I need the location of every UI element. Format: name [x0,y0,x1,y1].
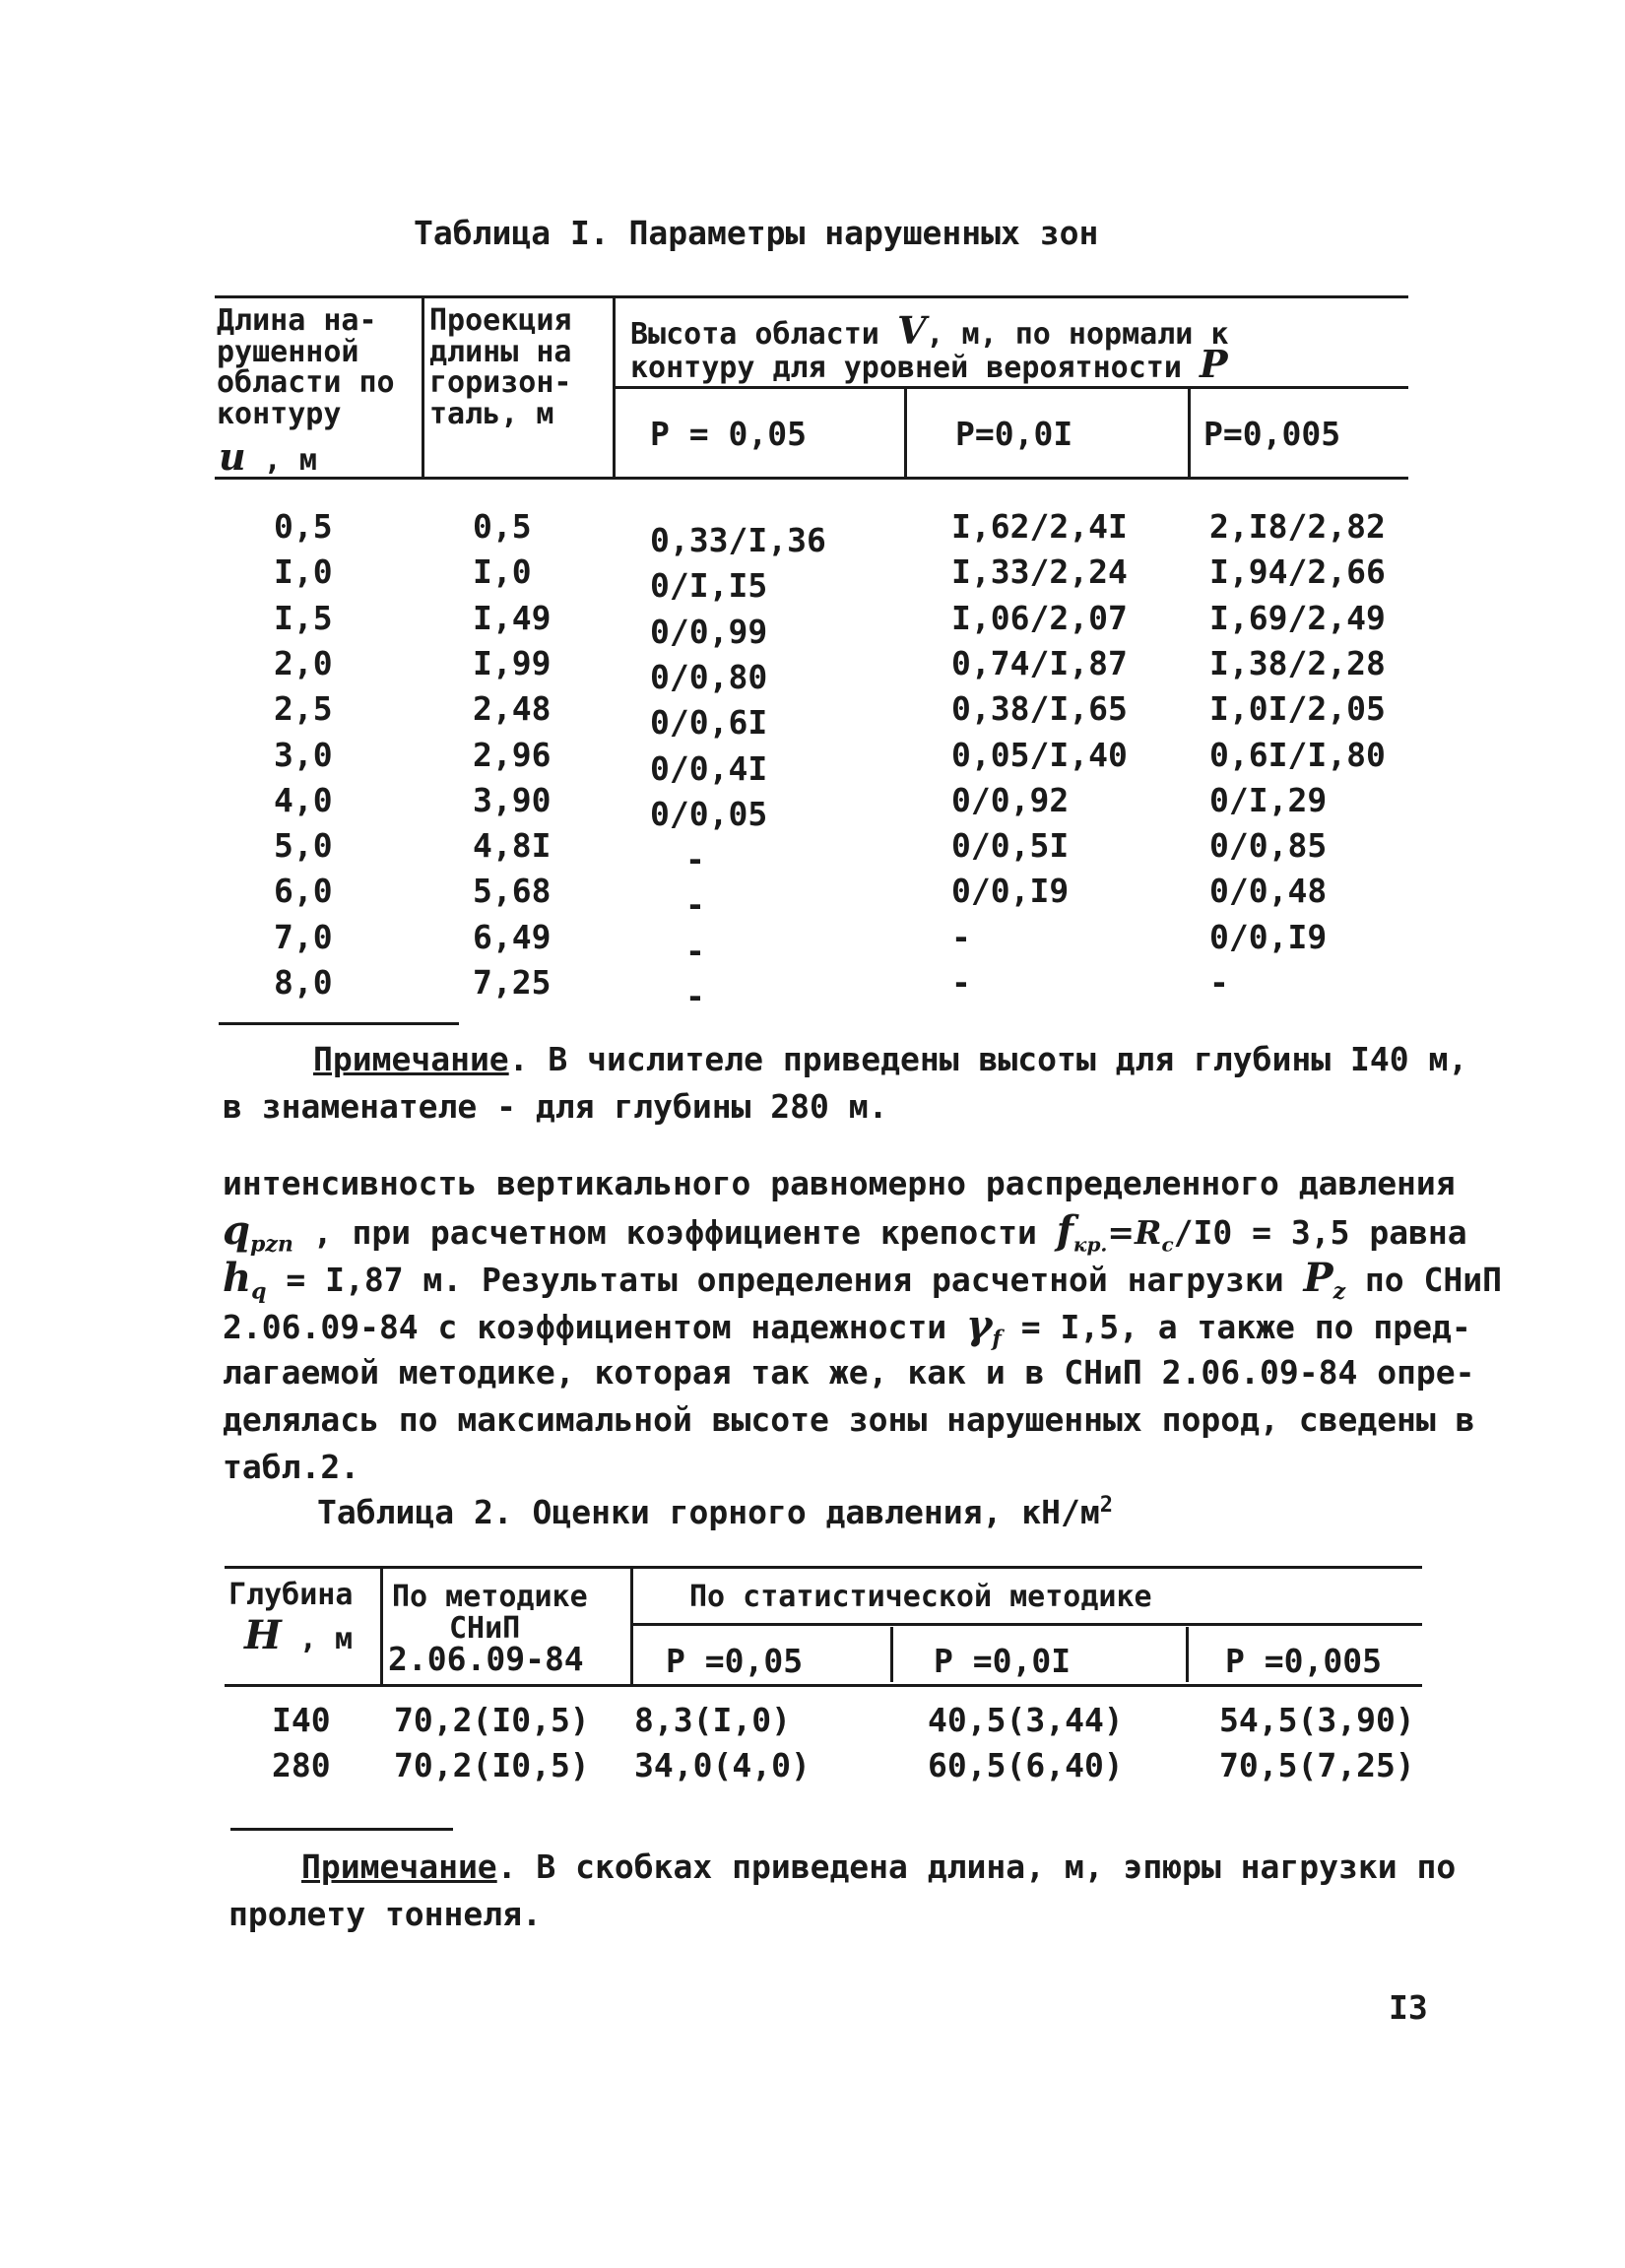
body-line-5: лагаемой методике, которая так же, как и в СНиП 2.06.09-84 опре- [223,1353,1475,1392]
table2-header-p2: P =0,0I [934,1642,1072,1680]
table1-cell: 0,6I/I,80 [1209,736,1386,774]
table1-cell: I,69/2,49 [1209,599,1386,637]
table1-col-divider-4 [1188,388,1191,477]
table1-header-bottom-rule [215,477,1408,480]
table1-cell: 0/0,I9 [1209,918,1328,956]
table1-header-length: Длина на-рушенной области по контуру [217,303,395,431]
symbol-q-sub: pzn [249,1231,293,1258]
table2-header-snip-2: СНиП [449,1611,521,1646]
table1-note-line1: . В числителе приведены высоты для глубины I40 м, [508,1040,1468,1078]
table2-header-group: По статистической методике [689,1580,1152,1614]
table1-cell: - [951,963,971,1002]
symbol-h: h [223,1255,252,1301]
symbol-q: q [223,1207,250,1254]
symbol-pz: P [1303,1255,1333,1301]
table1-group-text-b: , м, по нормали к [926,317,1229,352]
table2-cell: 280 [272,1746,331,1784]
table1-cell: 0/0,80 [650,658,768,696]
table1-cell: 7,0 [274,918,333,956]
table2-cell: 34,0(4,0) [634,1746,811,1784]
table2-note-line2: пролету тоннеля. [228,1895,542,1933]
table2-note-line1: . В скобках приведена длина, м, эпюры нагрузки по [496,1847,1457,1886]
body-line-7: табл.2. [223,1448,360,1486]
table2-header-snip-1: По методике [392,1580,588,1614]
table1-cell: I,62/2,4I [951,507,1128,546]
table1-cell: - [685,932,705,970]
table2-cell: I40 [272,1701,331,1739]
table1-cell: 0,74/I,87 [951,644,1128,682]
table1-cell: 0/0,I9 [951,872,1070,910]
table2-cell: 40,5(3,44) [928,1701,1124,1739]
table1-cell: 3,90 [473,781,552,819]
table2-cell: 8,3(I,0) [634,1701,791,1739]
table2-title-sup: 2 [1099,1493,1113,1518]
table2-note [301,1844,1456,1891]
table1-cell: 5,68 [473,872,552,910]
table1-cell: 0/0,5I [951,826,1070,865]
table2-header-p1: P =0,05 [666,1642,804,1680]
table1-header-group-line2 [630,342,1228,386]
table2-header-bottom-rule [225,1684,1422,1687]
table2-cell: 54,5(3,90) [1219,1701,1415,1739]
symbol-h-sub: q [251,1278,267,1305]
table2-cell: 70,5(7,25) [1219,1746,1415,1784]
table1-cell: 6,49 [473,918,552,956]
table1-group-symbol-p: P [1199,342,1228,386]
table1-cell: 2,5 [274,689,333,728]
table1-footnote-rule [219,1022,459,1025]
table1-header-projection: Проекция длины на горизон-таль, м [429,303,572,431]
symbol-rc: =R [1107,1213,1162,1252]
table1-group-text-a: Высота области [630,317,879,352]
table1-note [313,1036,1467,1083]
table1-cell: 4,8I [473,826,552,865]
table2-title [317,1493,1113,1531]
table1-cell: I,0I/2,05 [1209,689,1386,728]
table1-cell: 0/I,I5 [650,566,768,605]
table1-header-p2: P=0,0I [955,415,1073,453]
body-line-4-end: = I,5, а также по пред- [1001,1308,1471,1346]
table1-cell: I,5 [274,599,333,637]
table1-col-divider-3 [904,388,907,477]
table1-cell: I,99 [473,644,552,682]
table1-header-length-unit [219,434,317,479]
symbol-gamma-sub: f [992,1326,1002,1352]
body-line-6: делялась по максимальной высоте зоны нарушенных пород, сведены в [223,1400,1475,1439]
table2-header-depth-unit [244,1612,354,1658]
page-number: I3 [1389,1988,1428,2027]
table1-col-divider-1 [422,295,424,477]
table2-top-rule [225,1566,1422,1569]
table1-cell: 0/0,48 [1209,872,1328,910]
symbol-f: f [1056,1207,1073,1254]
table1-cell: 6,0 [274,872,333,910]
table1-cell: 2,48 [473,689,552,728]
table1-cell: 8,0 [274,963,333,1002]
table1-note-line2: в знаменателе - для глубины 280 м. [223,1087,888,1126]
table1-cell: - [951,918,971,956]
body-line-3-end: по СНиП [1345,1261,1503,1299]
table1-header-p1: P = 0,05 [650,415,807,453]
table2-col-divider-3 [890,1627,893,1682]
table2-col-divider-1 [380,1566,383,1684]
table1-cell: 0/0,4I [650,749,768,788]
table1-cell: 5,0 [274,826,333,865]
table2-cell: 70,2(I0,5) [394,1746,590,1784]
table1-cell: 0,33/I,36 [650,521,826,559]
table2-header-h-unit: , м [298,1622,354,1656]
table2-footnote-rule [230,1828,453,1831]
table1-note-label: Примечание [313,1040,509,1078]
table1-header-u-symbol: u [219,434,246,479]
body-line-2-text: , при расчетном коэффициенте крепости [292,1213,1057,1252]
table1-cell: 0/I,29 [1209,781,1328,819]
table1-cell: - [685,977,705,1015]
table1-title: Таблица I. Параметры нарушенных зон [414,214,1099,252]
table1-cell: I,0 [274,552,333,591]
table2-subheader-rule [630,1623,1422,1626]
table1-cell: 2,I8/2,82 [1209,507,1386,546]
symbol-gamma: γ [965,1302,993,1348]
table1-cell: 0/0,85 [1209,826,1328,865]
table1-top-rule [215,295,1408,298]
table2-header-snip-3: 2.06.09-84 [388,1640,584,1678]
table2-title-text: Таблица 2. Оценки горного давления, кН/м [317,1493,1100,1531]
table1-cell: 7,25 [473,963,552,1002]
body-line-3-text: = I,87 м. Результаты определения расчетной нагрузки [266,1261,1304,1299]
table1-cell: 0/0,05 [650,795,768,833]
table1-col-divider-2 [613,295,616,477]
table1-group-symbol-v: V [896,308,927,353]
table2-header-p3: P =0,005 [1225,1642,1382,1680]
body-line-4-text: 2.06.09-84 с коэффициентом надежности [223,1308,966,1346]
table2-col-divider-2 [630,1566,633,1684]
table1-cell: - [1209,963,1229,1002]
symbol-rc-sub: c [1161,1232,1174,1257]
table1-subheader-rule [613,386,1408,389]
table1-cell: I,0 [473,552,532,591]
table1-cell: 3,0 [274,736,333,774]
table1-cell: I,33/2,24 [951,552,1128,591]
table1-cell: 0,5 [473,507,532,546]
table1-cell: 0/0,99 [650,613,768,651]
table2-header-h-symbol: H [244,1612,282,1658]
table1-header-u-unit: , м [263,443,317,478]
table1-cell: I,49 [473,599,552,637]
table1-cell: 4,0 [274,781,333,819]
table1-cell: 2,0 [274,644,333,682]
symbol-pz-sub: z [1332,1278,1346,1305]
table1-header-p3: P=0,005 [1203,415,1341,453]
table1-group-text-c: контуру для уровней вероятности [630,351,1182,385]
table1-cell: 0,05/I,40 [951,736,1128,774]
table1-cell: I,38/2,28 [1209,644,1386,682]
table2-col-divider-4 [1186,1627,1189,1682]
table2-cell: 60,5(6,40) [928,1746,1124,1784]
symbol-f-sub: кр. [1072,1232,1108,1257]
table1-cell: 2,96 [473,736,552,774]
body-line-1: интенсивность вертикального равномерно распределенного давления [223,1164,1456,1202]
table1-cell: 0,38/I,65 [951,689,1128,728]
table2-note-label: Примечание [301,1847,497,1886]
table1-cell: 0/0,6I [650,703,768,742]
body-line-2-end: /I0 = 3,5 равна [1173,1213,1467,1252]
table1-cell: 0/0,92 [951,781,1070,819]
table2-header-depth: Глубина [228,1578,354,1612]
table2-cell: 70,2(I0,5) [394,1701,590,1739]
table1-cell: - [685,840,705,878]
table1-cell: I,06/2,07 [951,599,1128,637]
table1-cell: 0,5 [274,507,333,546]
table1-cell: I,94/2,66 [1209,552,1386,591]
table1-cell: - [685,885,705,924]
